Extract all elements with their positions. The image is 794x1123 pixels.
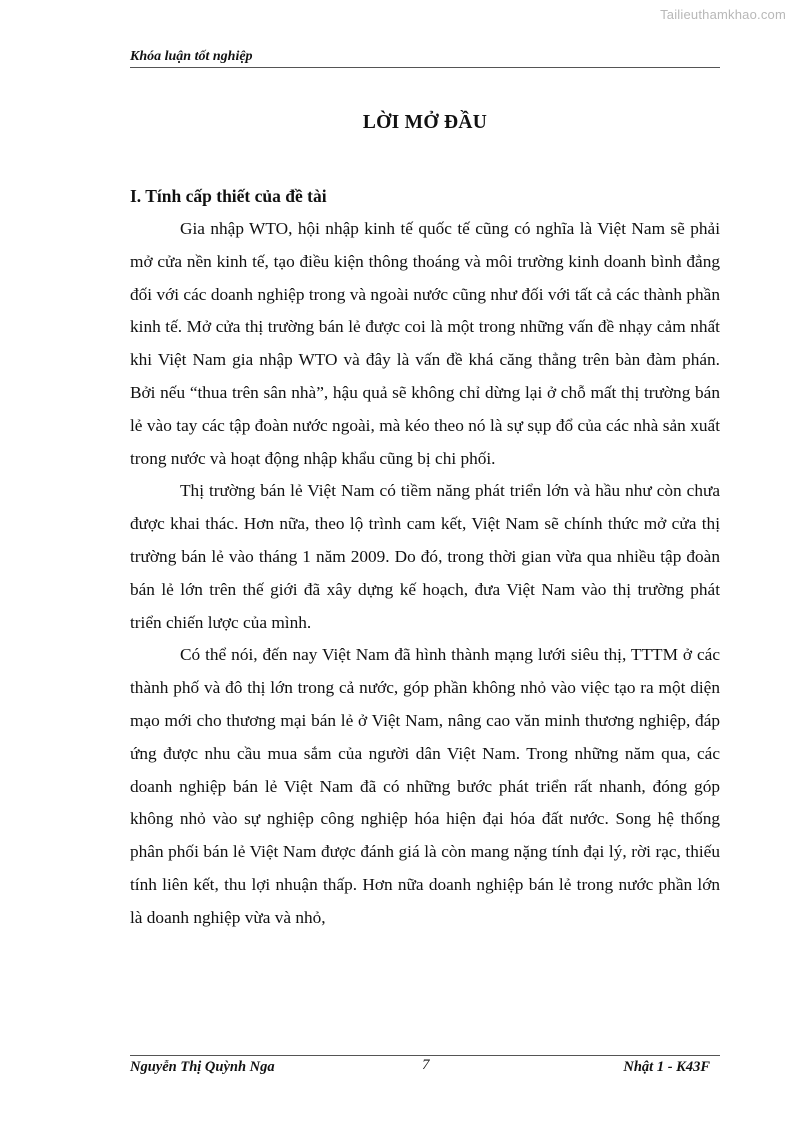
- page-header: [130, 48, 720, 68]
- document-title: LỜI MỞ ĐẦU: [362, 112, 488, 133]
- paragraph: Có thể nói, đến nay Việt Nam đã hình thành mạng lưới siêu thị, TTTM ở các thành phố và đô thị lớn trong cả nước, góp phần không nhỏ vào việc tạo ra một diện mạo mới cho thương mại bán lẻ ở Việt Nam, nâng cao văn minh thương nghiệp, đáp ứng được nhu cầu mua sắm của người dân Việt Nam. Trong những năm qua, các doanh nghiệp bán lẻ Việt Nam đã có những bước phát triển rất nhanh, đóng góp không nhỏ vào sự nghiệp công nghiệp hóa hiện đại hóa đất nước. Song hệ thống phân phối bán lẻ Việt Nam được đánh giá là còn mang nặng tính đại lý, rời rạc, thiếu tính liên kết, thu lợi nhuận thấp. Hơn nữa doanh nghiệp bán lẻ trong nước phần lớn là doanh nghiệp vừa và nhỏ,: [130, 645, 720, 927]
- document-body: [130, 213, 720, 935]
- section-heading: I. Tính cấp thiết của đề tài: [130, 186, 327, 206]
- footer-class: Nhật 1 - K43F: [623, 1059, 710, 1075]
- paragraph: Gia nhập WTO, hội nhập kinh tế quốc tế cũng có nghĩa là Việt Nam sẽ phải mở cửa nền kinh tế, tạo điều kiện thông thoáng và môi trường kinh doanh bình đẳng đối với các doanh nghiệp trong và ngoài nước cũng như đối với tất cả các thành phần kinh tế. Mở cửa thị trường bán lẻ được coi là một trong những vấn đề nhạy cảm nhất khi Việt Nam gia nhập WTO và đây là vấn đề khá căng thẳng trên bàn đàm phán. Bởi nếu “thua trên sân nhà”, hậu quả sẽ không chỉ dừng lại ở chỗ mất thị trường bán lẻ vào tay các tập đoàn nước ngoài, mà kéo theo nó là sự sụp đổ của các nhà sản xuất trong nước và hoạt động nhập khẩu cũng bị chi phối.: [130, 219, 720, 468]
- watermark: Tailieuthamkhao.com: [660, 7, 786, 22]
- paragraph: Thị trường bán lẻ Việt Nam có tiềm năng phát triển lớn và hầu như còn chưa được khai thác. Hơn nữa, theo lộ trình cam kết, Việt Nam sẽ chính thức mở cửa thị trường bán lẻ vào tháng 1 năm 2009. Do đó, trong thời gian vừa qua nhiều tập đoàn bán lẻ lớn trên thế giới đã xây dựng kế hoạch, đưa Việt Nam vào thị trường phát triển chiến lược của mình.: [130, 481, 720, 632]
- header-title: Khóa luận tốt nghiệp: [130, 49, 253, 64]
- page-footer: [130, 1055, 720, 1082]
- page-number: 7: [422, 1057, 430, 1073]
- footer-author: Nguyễn Thị Quỳnh Nga: [130, 1059, 275, 1075]
